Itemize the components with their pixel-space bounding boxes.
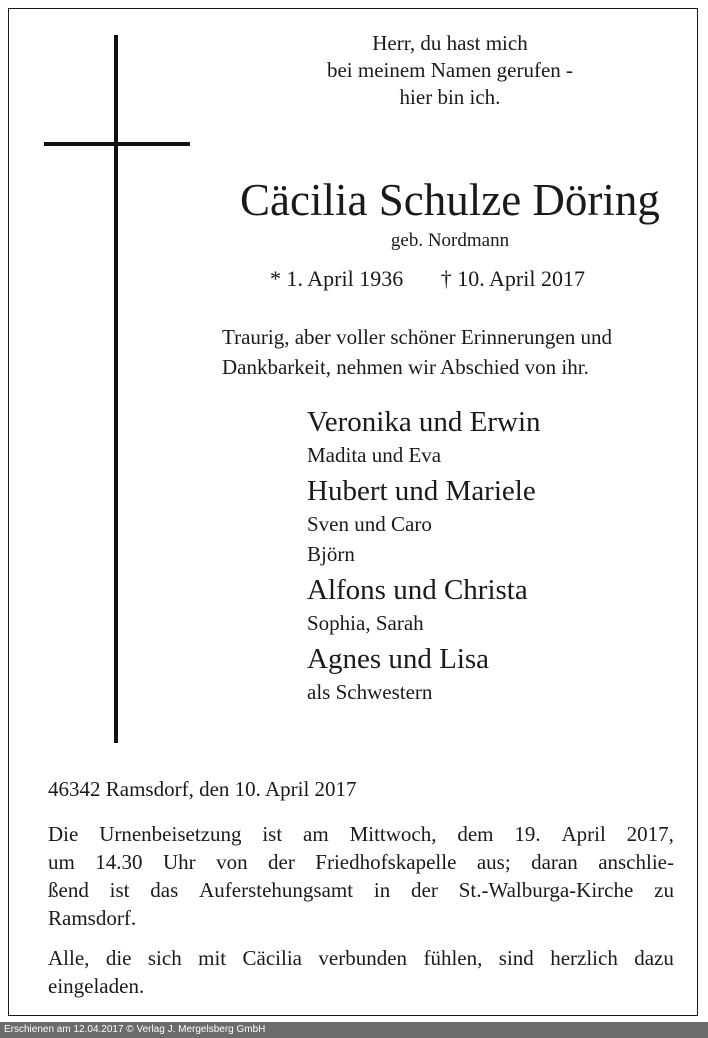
word: um (48, 850, 75, 874)
word: Uhr (162, 850, 196, 874)
family-member: Sophia, Sarah (307, 611, 424, 635)
word: fühlen, (423, 946, 483, 970)
word: verbunden (318, 946, 408, 970)
family-name: Veronika und Erwin (307, 406, 541, 438)
word: daran (531, 850, 578, 874)
family-list (307, 404, 687, 710)
family-member: Björn (307, 542, 355, 566)
burial-info (48, 820, 674, 932)
burial-line (48, 876, 674, 904)
word: Mittwoch, (349, 822, 437, 846)
word: das (150, 878, 179, 902)
family-group (307, 404, 687, 470)
family-group (307, 473, 687, 569)
invitation-line (48, 972, 674, 1000)
word: die (105, 946, 132, 970)
word: 2017, (626, 822, 674, 846)
bible-verse (280, 30, 620, 111)
word: eingeladen. (48, 974, 145, 998)
word: St.-Walburga-Kirche (458, 878, 634, 902)
verse-line: bei meinem Namen gerufen - (326, 58, 574, 82)
family-group (307, 572, 687, 638)
word: ist (262, 822, 283, 846)
mourning-line: Dankbarkeit, nehmen wir Abschied von ihr. (222, 355, 589, 379)
footer-credit: Erschienen am 12.04.2017 © Verlag J. Mergelsberg GmbH (0, 1022, 708, 1038)
word: der (411, 878, 438, 902)
word: herzlich (550, 946, 618, 970)
family-member: Madita und Eva (307, 443, 442, 467)
life-dates (270, 264, 585, 294)
word: ist (109, 878, 130, 902)
family-group (307, 641, 687, 707)
word: 14.30 (95, 850, 143, 874)
family-name: Agnes und Lisa (307, 643, 490, 675)
family-name: Alfons und Christa (307, 574, 528, 606)
family-member: Sven und Caro (307, 512, 432, 536)
word: sich (147, 946, 182, 970)
word: Ramsdorf. (48, 906, 137, 930)
word: dazu (634, 946, 674, 970)
burial-line (48, 848, 674, 876)
burial-line (48, 820, 674, 848)
invitation (48, 944, 674, 1000)
maiden-name: geb. Nordmann (390, 230, 510, 251)
word: 19. (514, 822, 541, 846)
word: Urnenbeisetzung (99, 822, 242, 846)
word: Auferstehungsamt (199, 878, 354, 902)
word: dem (457, 822, 494, 846)
verse-line: hier bin ich. (399, 85, 501, 109)
cross-icon-bar (44, 142, 190, 146)
death-date: † 10. April 2017 (440, 266, 585, 291)
birth-date: * 1. April 1936 (270, 266, 404, 291)
word: Alle, (48, 946, 90, 970)
word: am (303, 822, 329, 846)
deceased-name: Cäcilia Schulze Döring (240, 175, 660, 225)
word: aus; (476, 850, 511, 874)
word: in (373, 878, 391, 902)
word: mit (198, 946, 227, 970)
family-name: Hubert und Mariele (307, 475, 536, 507)
word: Cäcilia (242, 946, 303, 970)
word: April (561, 822, 606, 846)
verse-line: Herr, du hast mich (372, 31, 528, 55)
word: ßend (48, 878, 89, 902)
mourning-text (222, 322, 682, 382)
invitation-line (48, 944, 674, 972)
word: Friedhofskapelle (315, 850, 457, 874)
word: Die (48, 822, 79, 846)
word: sind (498, 946, 534, 970)
mourning-line: Traurig, aber voller schöner Erinnerungen und (222, 325, 612, 349)
word: von (216, 850, 248, 874)
place-date: 46342 Ramsdorf, den 10. April 2017 (48, 777, 357, 801)
word: der (268, 850, 295, 874)
burial-line (48, 904, 674, 932)
word: zu (654, 878, 674, 902)
family-member: als Schwestern (307, 680, 433, 704)
word: anschlie- (598, 850, 674, 874)
